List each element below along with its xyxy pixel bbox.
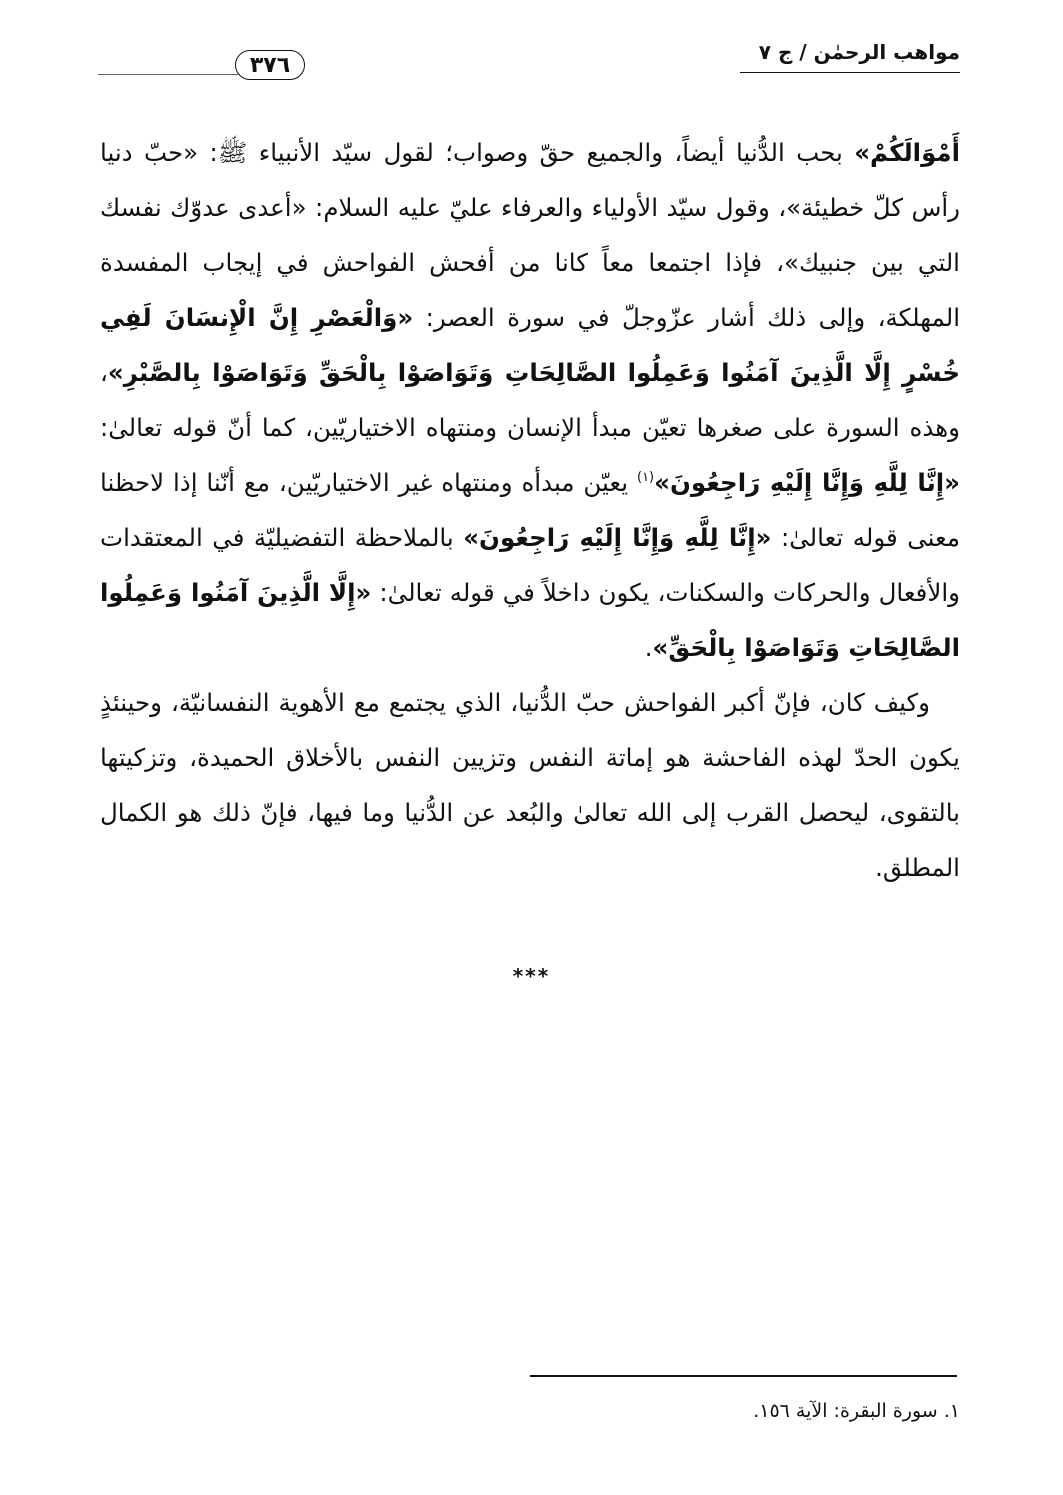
- page-number: ٣٧٦: [235, 50, 305, 80]
- quran-quote: أَمْوَالَكُمْ»: [854, 138, 960, 167]
- text-segment: بحب الدُّنيا أيضاً، والجميع حقّ وصواب؛ لقول سيّد الأنبياء ﷺ: «حبّ دنيا رأس كلّ خطيئة»، وقول سيّد الأولياء والعرفاء عليّ عليه السلام: «أعدى عدوّك نفسك التي بين جنبيك»، فإذا اجتمعا معاً كانا من أفحش الفواحش في إيجاب المفسدة المهلكة، وإلى ذلك أشار عزّوجلّ في سورة العصر:: [100, 138, 961, 332]
- quran-quote: «وَالْعَصْرِ إِنَّ الْإِنسَانَ لَفِي خُسْرٍ إِلَّا الَّذِينَ آمَنُوا وَعَمِلُوا الصَّالِحَاتِ وَتَوَاصَوْا بِالْحَقِّ وَتَوَاصَوْا بِالصَّبْرِ»: [100, 303, 960, 387]
- text-segment: بالملاحظة التفضيليّة في المعتقدات والأفعال والحركات والسكنات، يكون داخلاً في قوله تعالىٰ:: [100, 523, 960, 607]
- section-separator: ***: [512, 964, 551, 988]
- page-header: [100, 40, 960, 86]
- text-segment: .: [644, 633, 653, 662]
- quran-quote: «إِنَّا لِلَّهِ وَإِنَّا إِلَيْهِ رَاجِعُونَ»: [463, 523, 772, 552]
- main-text: [100, 125, 960, 895]
- header-rule: [98, 74, 238, 75]
- quran-quote: «إِلَّا الَّذِينَ آمَنُوا وَعَمِلُوا الصَّالِحَاتِ وَتَوَاصَوْا بِالْحَقِّ»: [100, 578, 960, 662]
- running-title: مواهب الرحمٰن / ج ٧: [758, 40, 960, 64]
- footnote-marker: (١): [636, 470, 655, 485]
- text-segment: ، وهذه السورة على صغرها تعيّن مبدأ الإنسان ومنتهاه الاختياريّين، كما أنّ قوله تعالىٰ:: [100, 358, 960, 442]
- quran-quote: «إِنَّا لِلَّهِ وَإِنَّا إِلَيْهِ رَاجِعُونَ»: [654, 468, 960, 497]
- footnote-rule: [530, 1375, 957, 1377]
- title-underline: [740, 72, 960, 73]
- text-segment: يعيّن مبدأه ومنتهاه غير الاختياريّين، مع أنّنا إذا لاحظنا معنى قوله تعالىٰ:: [100, 468, 960, 552]
- footnote: ١. سورة البقرة: الآية ١٥٦.: [753, 1400, 960, 1422]
- paragraph-1: [100, 125, 960, 675]
- paragraph-2: وكيف كان، فإنّ أكبر الفواحش حبّ الدُّنيا، الذي يجتمع مع الأهوية النفسانيّة، وحينئذٍ يكون الحدّ لهذه الفاحشة هو إماتة النفس وتزيين النفس بالأخلاق الحميدة، وتزكيتها بالتقوى، ليحصل القرب إلى الله تعالىٰ والبُعد عن الدُّنيا وما فيها، فإنّ ذلك هو الكمال المطلق.: [100, 688, 960, 882]
